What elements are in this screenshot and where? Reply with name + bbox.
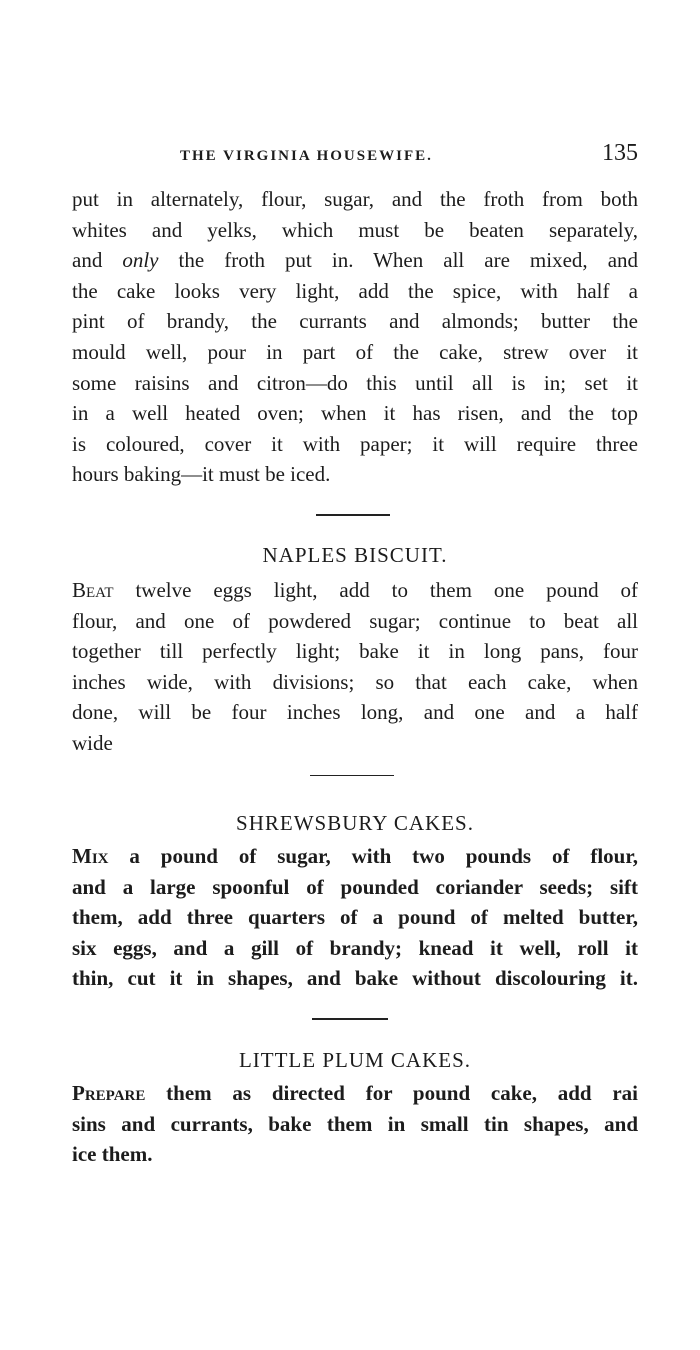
text-line: flour, and one of powdered sugar; continue to beat all [72, 608, 638, 633]
text-line: six eggs, and a gill of brandy; knead it well, roll it [72, 935, 638, 960]
text-fragment: the froth put in. When all are mixed, and [178, 248, 639, 273]
text-line: thin, cut it in shapes, and bake without discolouring it. [72, 966, 638, 991]
text-line: is coloured, cover it with paper; it will require three [72, 431, 638, 456]
text-line: mould well, pour in part of the cake, strew over it [72, 339, 638, 364]
text-line: in a well heated oven; when it has risen, and the top [72, 401, 638, 426]
recipe-body [72, 841, 638, 994]
text-line: hours baking—it must be iced. [72, 462, 331, 487]
text-line [72, 841, 638, 872]
text-line: wide [72, 730, 113, 755]
text-line: the cake looks very light, add the spice, with half a [72, 278, 638, 303]
text-fragment: a pound of sugar, with two pounds of flour, [108, 844, 638, 868]
text-line: put in alternately, flour, sugar, and the froth from both [72, 187, 638, 211]
text-line: inches wide, with divisions; so that each cake, when [72, 669, 638, 694]
text-line: whites and yelks, which must be beaten separately, [72, 217, 638, 242]
text-line: together till perfectly light; bake it in long pans, four [72, 639, 638, 664]
text-line: done, will be four inches long, and one and a half [72, 700, 638, 725]
text-line [72, 1078, 638, 1109]
drop-word: Prepare [72, 1081, 146, 1105]
section-divider [312, 1018, 388, 1020]
recipe-heading: NAPLES BISCUIT. [262, 543, 448, 567]
page-number: 135 [602, 140, 638, 166]
text-line: pint of brandy, the currants and almonds; butter the [72, 309, 638, 334]
text-line: and a large spoonful of pounded coriander seeds; sift [72, 874, 638, 899]
drop-word: Beat [72, 578, 114, 602]
text-line: them, add three quarters of a pound of melted butter, [72, 905, 638, 930]
text-line: sins and currants, bake them in small tin shapes, and [72, 1111, 638, 1136]
running-title: THE VIRGINIA HOUSEWIFE. [180, 148, 433, 164]
text-fragment: them as directed for pound cake, add rai [145, 1081, 638, 1105]
text-fragment: twelve eggs light, add to them one pound of [113, 578, 638, 602]
recipe-heading: SHREWSBURY CAKES. [236, 811, 474, 835]
drop-word: Mix [72, 844, 109, 868]
section-divider [316, 514, 390, 516]
intro-paragraph [72, 184, 638, 490]
recipe-body [72, 575, 638, 759]
text-fragment: and [72, 248, 123, 273]
section-divider [310, 775, 394, 776]
text-line [72, 245, 638, 276]
recipe-body [72, 1078, 638, 1170]
text-line [72, 575, 638, 606]
text-line: some raisins and citron—do this until all is in; set it [72, 370, 638, 395]
recipe-heading: LITTLE PLUM CAKES. [238, 1048, 472, 1072]
emphasis-word: only [122, 248, 159, 273]
text-line: ice them. [72, 1142, 153, 1167]
running-head [72, 138, 638, 178]
